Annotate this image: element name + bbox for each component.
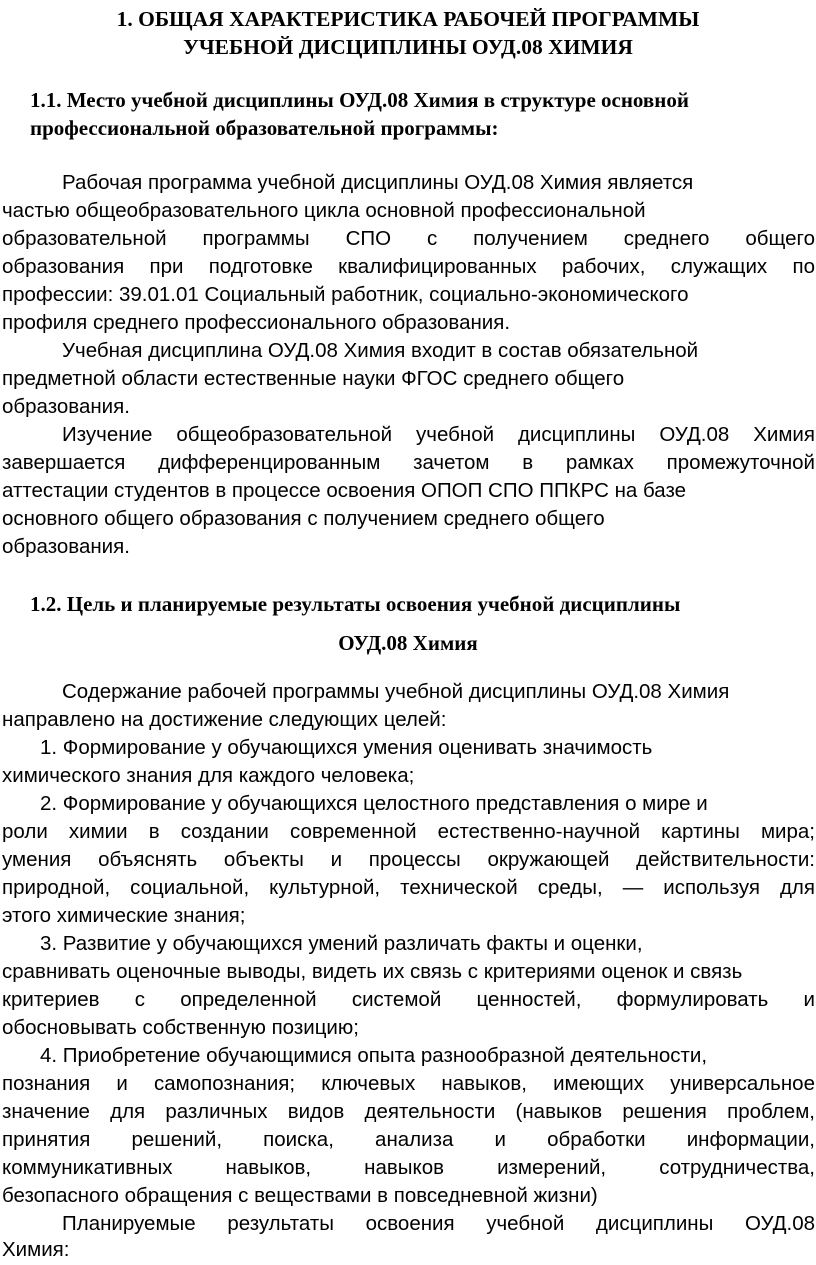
list-item-line: 3. Развитие у обучающихся умений различать факты и оценки, bbox=[40, 932, 643, 955]
paragraph-line: направлено на достижение следующих целей: bbox=[2, 708, 447, 731]
list-item-line: принятия решений, поиска, анализа и обработки информации, bbox=[2, 1128, 815, 1151]
list-item-line: умения объяснять объекты и процессы окружающей действительности: bbox=[2, 848, 815, 871]
paragraph-line: образования. bbox=[2, 535, 130, 558]
list-item-line: обосновывать собственную позицию; bbox=[2, 1016, 359, 1039]
paragraph-line: аттестации студентов в процессе освоения ОПОП СПО ППКРС на базе bbox=[2, 479, 687, 502]
main-heading-line-1: 1. ОБЩАЯ ХАРАКТЕРИСТИКА РАБОЧЕЙ ПРОГРАММЫ bbox=[116, 7, 700, 31]
paragraph-line: Рабочая программа учебной дисциплины ОУД.08 Химия является bbox=[62, 171, 694, 194]
paragraph-line: профессии: 39.01.01 Социальный работник, социально-экономического bbox=[2, 283, 689, 306]
list-item-line: познания и самопознания; ключевых навыков, имеющих универсальное bbox=[2, 1072, 815, 1095]
main-heading-line-2: УЧЕБНОЙ ДИСЦИПЛИНЫ ОУД.08 ХИМИЯ bbox=[183, 35, 633, 59]
paragraph-line: основного общего образования с получением среднего общего bbox=[2, 507, 605, 530]
list-item-line: сравнивать оценочные выводы, видеть их связь с критериями оценок и связь bbox=[2, 960, 743, 983]
paragraph-line: Изучение общеобразовательной учебной дисциплины ОУД.08 Химия bbox=[62, 423, 815, 446]
section-1-1-title-line-1: 1.1. Место учебной дисциплины ОУД.08 Химия в структуре основной bbox=[30, 88, 689, 112]
paragraph-line: Содержание рабочей программы учебной дисциплины ОУД.08 Химия bbox=[62, 680, 730, 703]
paragraph-line: завершается дифференцированным зачетом в рамках промежуточной bbox=[2, 451, 815, 474]
paragraph-line: частью общеобразовательного цикла основной профессиональной bbox=[2, 199, 646, 222]
list-item-line: химического знания для каждого человека; bbox=[2, 764, 415, 787]
list-item-line: 1. Формирование у обучающихся умения оценивать значимость bbox=[40, 736, 653, 759]
list-item-line: коммуникативных навыков, навыков измерений, сотрудничества, bbox=[2, 1156, 815, 1179]
list-item-line: 2. Формирование у обучающихся целостного представления о мире и bbox=[40, 792, 708, 815]
paragraph-line: профиля среднего профессионального образования. bbox=[2, 311, 511, 334]
paragraph-line: образования при подготовке квалифицированных рабочих, служащих по bbox=[2, 255, 815, 278]
list-item-line: безопасного обращения с веществами в повседневной жизни) bbox=[2, 1184, 598, 1207]
list-item-line: критериев с определенной системой ценностей, формулировать и bbox=[2, 988, 815, 1011]
list-item-line: этого химические знания; bbox=[2, 904, 246, 927]
list-item-line: природной, социальной, культурной, технической среды, — используя для bbox=[2, 876, 815, 899]
list-item-line: 4. Приобретение обучающимися опыта разнообразной деятельности, bbox=[40, 1044, 708, 1067]
paragraph-line: Планируемые результаты освоения учебной дисциплины ОУД.08 bbox=[62, 1212, 815, 1235]
paragraph-line: предметной области естественные науки ФГОС среднего общего bbox=[2, 367, 625, 390]
paragraph-line: Химия: bbox=[2, 1238, 70, 1261]
paragraph-line: образовательной программы СПО с получением среднего общего bbox=[2, 227, 815, 250]
paragraph-line: Учебная дисциплина ОУД.08 Химия входит в состав обязательной bbox=[62, 339, 699, 362]
section-1-2-title-line-2: ОУД.08 Химия bbox=[338, 631, 478, 655]
section-1-2-title-line-1: 1.2. Цель и планируемые результаты освоения учебной дисциплины bbox=[30, 592, 681, 616]
list-item-line: роли химии в создании современной естественно-научной картины мира; bbox=[2, 820, 815, 843]
list-item-line: значение для различных видов деятельности (навыков решения проблем, bbox=[2, 1100, 815, 1123]
paragraph-line: образования. bbox=[2, 395, 130, 418]
section-1-1-title-line-2: профессиональной образовательной программы: bbox=[30, 116, 499, 140]
